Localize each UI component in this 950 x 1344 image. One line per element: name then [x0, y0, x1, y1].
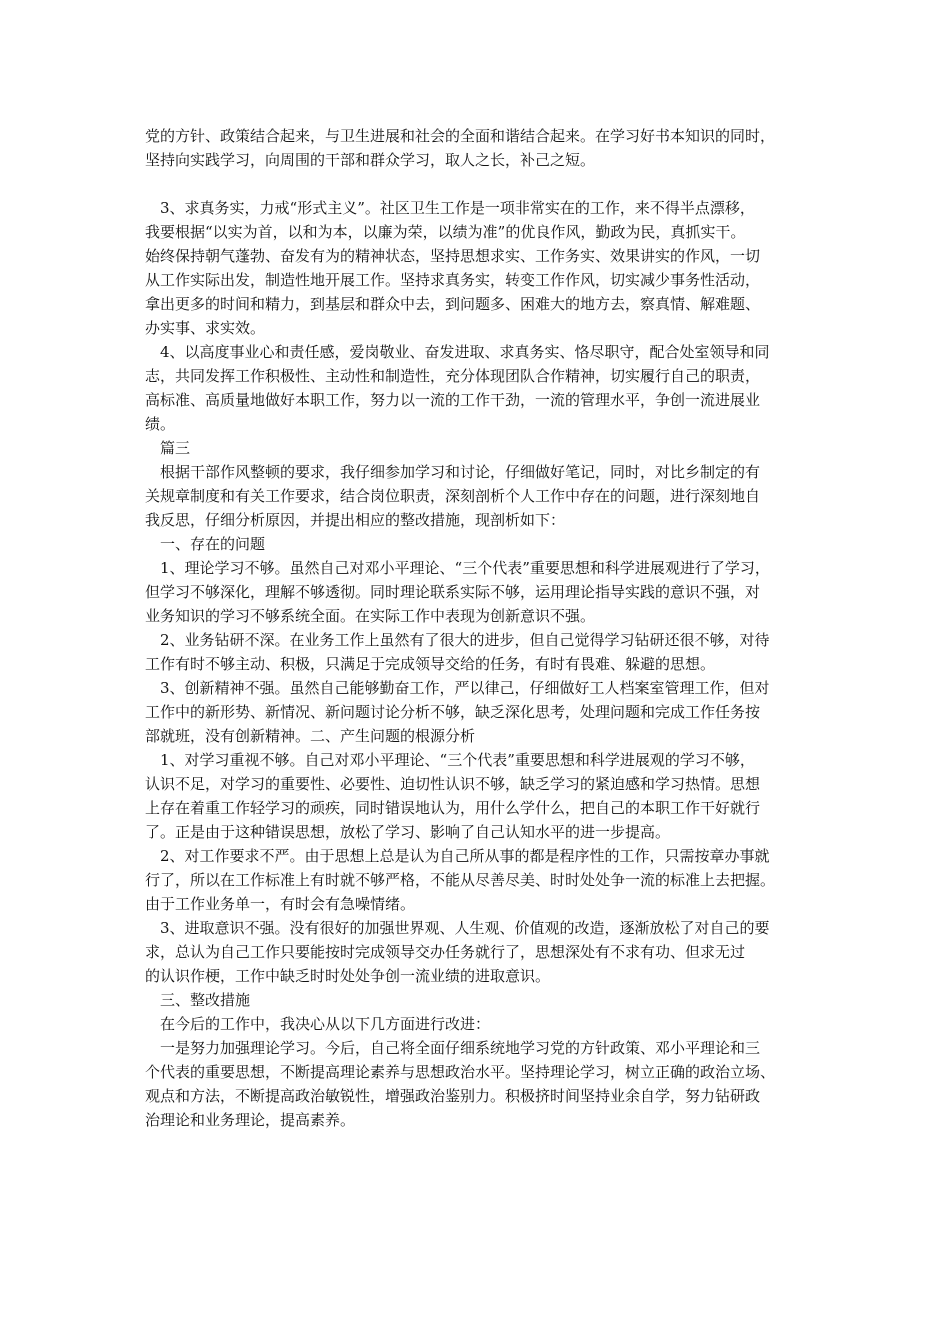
- text-line: 拿出更多的时间和精力，到基层和群众中去，到问题多、困难大的地方去，察真情、解难题、: [145, 295, 761, 313]
- paragraph: [145, 1012, 810, 1036]
- text-line: 从工作实际出发，制造性地开展工作。坚持求真务实，转变工作作风，切实减少事务性活动，: [145, 271, 761, 289]
- text-line: 始终保持朝气蓬勃、奋发有为的精神状态，坚持思想求实、工作务实、效果讲实的作风，一切: [145, 247, 761, 265]
- text-line: 3、求真务实，力戒“形式主义”。社区卫生工作是一项非常实在的工作，来不得半点漂移，: [145, 199, 755, 217]
- paragraph-spacer: [145, 172, 810, 196]
- paragraph: [145, 556, 810, 628]
- text-line: 的认识作梗，工作中缺乏时时处处争创一流业绩的进取意识。: [145, 967, 551, 985]
- text-line: 但学习不够深化，理解不够透彻。同时理论联系实际不够，运用理论指导实践的意识不强，对: [145, 583, 761, 601]
- text-line: 我要根据“以实为首，以和为本，以廉为荣，以绩为准”的优良作风，勤政为民，真抓实干。: [145, 223, 746, 241]
- text-line: 个代表的重要思想，不断提高理论素养与思想政治水平。坚持理论学习，树立正确的政治立场、: [145, 1063, 776, 1081]
- paragraph: [145, 748, 810, 844]
- text-line: 工作中的新形势、新情况、新问题讨论分析不够，缺乏深化思考，处理问题和完成工作任务按: [145, 703, 761, 721]
- paragraph: [145, 676, 810, 748]
- text-line: 在今后的工作中，我决心从以下几方面进行改进：: [145, 1015, 491, 1033]
- text-line: 2、对工作要求不严。由于思想上总是认为自己所从事的都是程序性的工作，只需按章办事就: [145, 847, 770, 865]
- paragraph: [145, 988, 810, 1012]
- paragraph: [145, 916, 810, 988]
- text-line: 业务知识的学习不够系统全面。在实际工作中表现为创新意识不强。: [145, 607, 596, 625]
- text-line: 观点和方法，不断提高政治敏锐性，增强政治鉴别力。积极挤时间坚持业余自学，努力钻研政: [145, 1087, 761, 1105]
- paragraph: [145, 436, 810, 460]
- text-line: 一是努力加强理论学习。今后，自己将全面仔细系统地学习党的方针政策、邓小平理论和三: [145, 1039, 761, 1057]
- text-line: 行了，所以在工作标准上有时就不够严格，不能从尽善尽美、时时处处争一流的标准上去把握。: [145, 871, 776, 889]
- text-line: 我反思，仔细分析原因，并提出相应的整改措施，现剖析如下：: [145, 511, 566, 529]
- paragraph: [145, 532, 810, 556]
- text-line: 绩。: [145, 415, 176, 433]
- text-line: 篇三: [145, 439, 191, 457]
- text-line: 上存在着重工作轻学习的顽疾，同时错误地认为，用什么学什么，把自己的本职工作干好就行: [145, 799, 761, 817]
- text-line: 1、理论学习不够。虽然自己对邓小平理论、“三个代表”重要思想和科学进展观进行了学习，: [145, 559, 770, 577]
- text-line: 1、对学习重视不够。自己对邓小平理论、“三个代表”重要思想和科学进展观的学习不够，: [145, 751, 755, 769]
- text-line: 3、进取意识不强。没有很好的加强世界观、人生观、价值观的改造，逐渐放松了对自己的要: [145, 919, 770, 937]
- text-line: 根据干部作风整顿的要求，我仔细参加学习和讨论，仔细做好笔记，同时，对比乡制定的有: [145, 463, 761, 481]
- text-line: 志，共同发挥工作积极性、主动性和制造性，充分体现团队合作精神，切实履行自己的职责，: [145, 367, 761, 385]
- text-line: 2、业务钻研不深。在业务工作上虽然有了很大的进步，但自己觉得学习钻研还很不够，对待: [145, 631, 770, 649]
- text-line: 由于工作业务单一，有时会有急噪情绪。: [145, 895, 416, 913]
- text-line: 办实事、求实效。: [145, 319, 266, 337]
- paragraph: [145, 124, 810, 172]
- text-line: 部就班，没有创新精神。二、产生问题的根源分析: [145, 727, 476, 745]
- paragraph: [145, 196, 810, 340]
- document-body: [145, 124, 810, 1132]
- text-line: 认识不足，对学习的重要性、必要性、迫切性认识不够，缺乏学习的紧迫感和学习热情。思想: [145, 775, 761, 793]
- text-line: 治理论和业务理论，提高素养。: [145, 1111, 356, 1129]
- text-line: 3、创新精神不强。虽然自己能够勤奋工作，严以律己，仔细做好工人档案室管理工作，但对: [145, 679, 770, 697]
- text-line: 求，总认为自己工作只要能按时完成领导交办任务就行了，思想深处有不求有功、但求无过: [145, 943, 746, 961]
- paragraph: [145, 628, 810, 676]
- text-line: 关规章制度和有关工作要求，结合岗位职责，深刻剖析个人工作中存在的问题，进行深刻地自: [145, 487, 761, 505]
- text-line: 了。正是由于这种错误思想，放松了学习、影响了自己认知水平的进一步提高。: [145, 823, 671, 841]
- text-line: 党的方针、政策结合起来，与卫生进展和社会的全面和谐结合起来。在学习好书本知识的同时，: [145, 127, 776, 145]
- paragraph: [145, 460, 810, 532]
- paragraph: [145, 844, 810, 916]
- text-line: 坚持向实践学习，向周围的干部和群众学习，取人之长，补己之短。: [145, 151, 596, 169]
- text-line: 一、存在的问题: [145, 535, 266, 553]
- text-line: 工作有时不够主动、积极，只满足于完成领导交给的任务，有时有畏难、躲避的思想。: [145, 655, 716, 673]
- paragraph: [145, 1036, 810, 1132]
- paragraph: [145, 340, 810, 436]
- text-line: 三、整改措施: [145, 991, 251, 1009]
- text-line: 4、以高度事业心和责任感，爱岗敬业、奋发进取、求真务实、恪尽职守，配合处室领导和同: [145, 343, 770, 361]
- text-line: 高标准、高质量地做好本职工作，努力以一流的工作干劲，一流的管理水平，争创一流进展业: [145, 391, 761, 409]
